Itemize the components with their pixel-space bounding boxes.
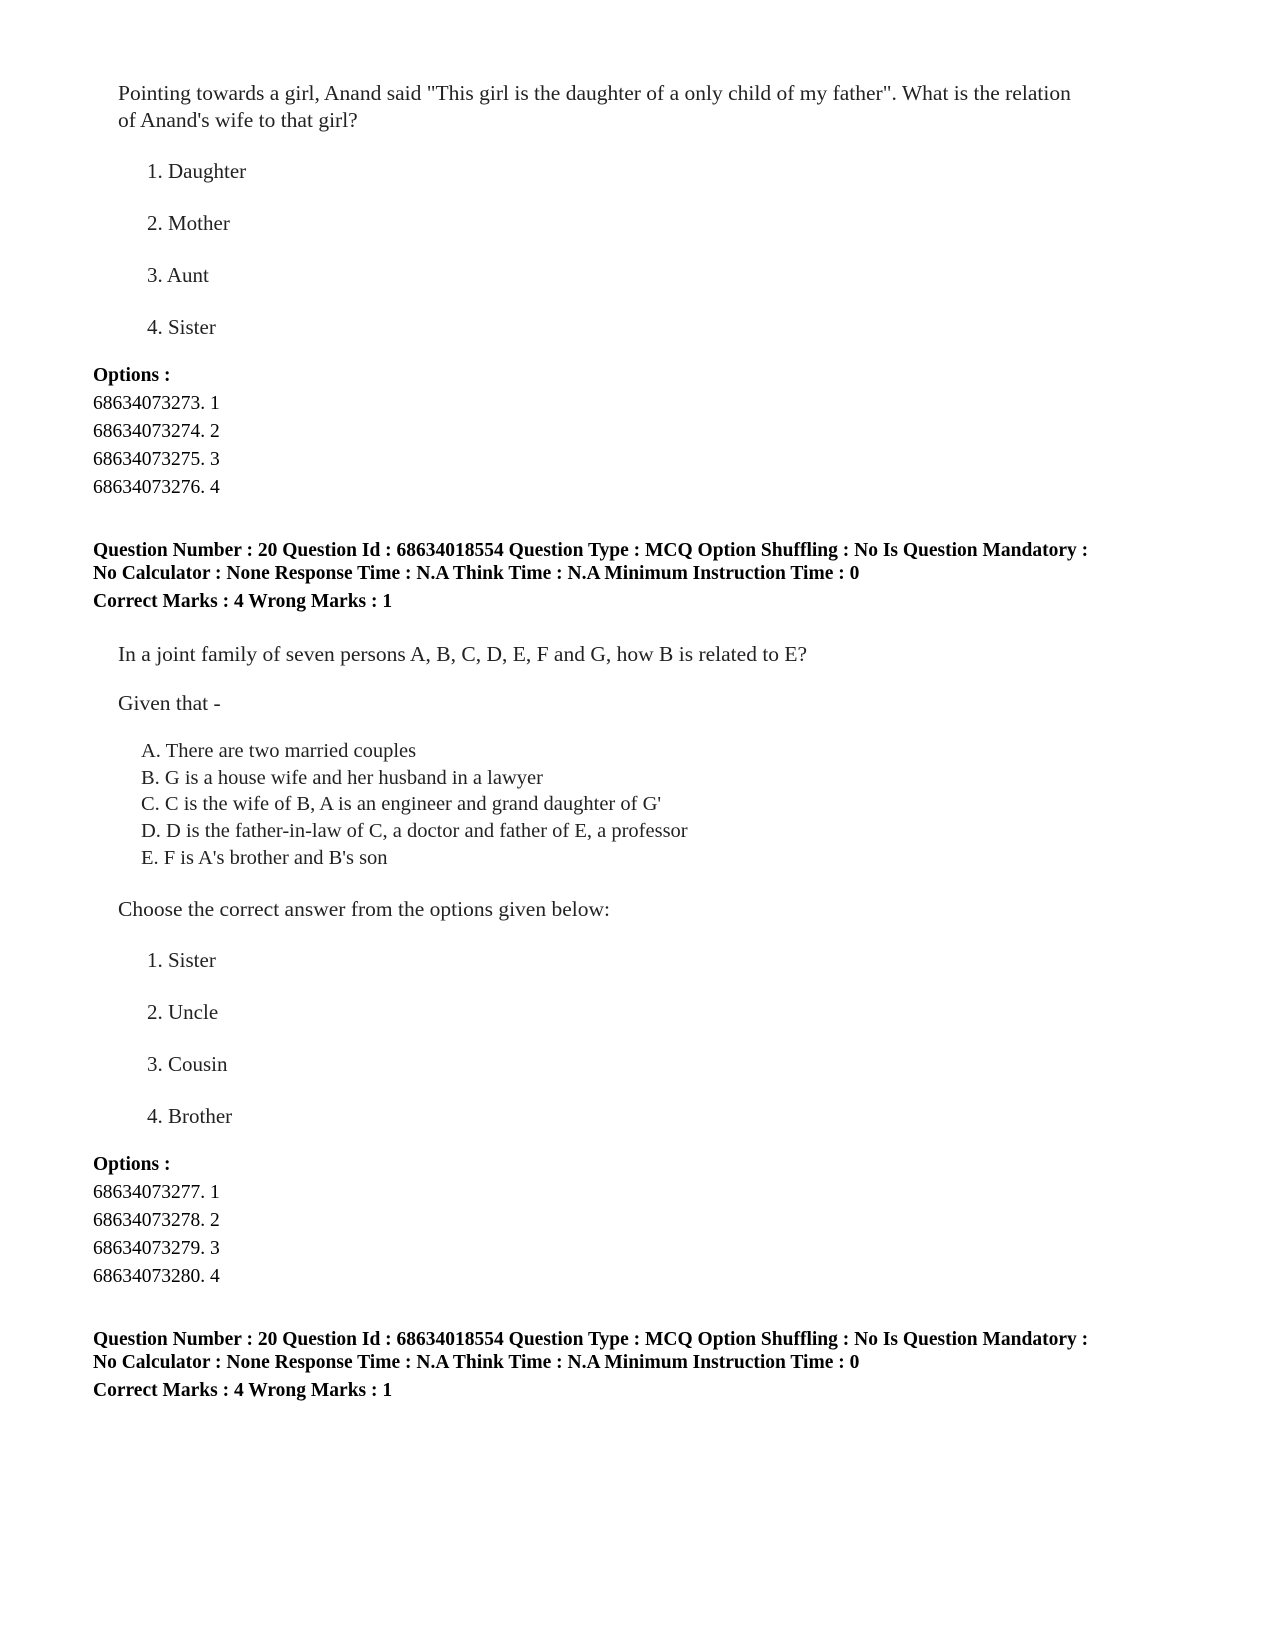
condition-item: D. D is the father-in-law of C, a doctor and father of E, a professor <box>141 820 688 842</box>
condition-item: E. F is A's brother and B's son <box>141 847 388 869</box>
choice-item: 2. Mother <box>147 211 230 235</box>
question-meta-line: No Calculator : None Response Time : N.A Think Time : N.A Minimum Instruction Time : 0 <box>93 1352 860 1373</box>
question-stem-line: of Anand's wife to that girl? <box>118 108 358 132</box>
question-meta-line: Question Number : 20 Question Id : 68634018554 Question Type : MCQ Option Shuffling : No Is Question Mandatory : <box>93 540 1089 561</box>
condition-item: B. G is a house wife and her husband in a lawyer <box>141 767 543 789</box>
choice-item: 3. Cousin <box>147 1052 228 1076</box>
option-id: 68634073273. 1 <box>93 393 220 414</box>
condition-item: C. C is the wife of B, A is an engineer and grand daughter of G' <box>141 793 662 815</box>
option-id: 68634073277. 1 <box>93 1182 220 1203</box>
option-id: 68634073276. 4 <box>93 477 220 498</box>
marks-line: Correct Marks : 4 Wrong Marks : 1 <box>93 591 393 612</box>
option-id: 68634073274. 2 <box>93 421 220 442</box>
options-label: Options : <box>93 1154 171 1175</box>
choice-item: 4. Brother <box>147 1104 233 1128</box>
option-id: 68634073275. 3 <box>93 449 220 470</box>
condition-item: A. There are two married couples <box>141 740 417 762</box>
choice-item: 3. Aunt <box>147 263 209 287</box>
options-label: Options : <box>93 365 171 386</box>
choice-item: 2. Uncle <box>147 1000 219 1024</box>
choice-item: 1. Sister <box>147 948 216 972</box>
choice-item: 1. Daughter <box>147 159 247 183</box>
question-stem: In a joint family of seven persons A, B, C, D, E, F and G, how B is related to E? <box>118 642 808 666</box>
given-label: Given that - <box>118 691 221 715</box>
marks-line: Correct Marks : 4 Wrong Marks : 1 <box>93 1380 393 1401</box>
option-id: 68634073280. 4 <box>93 1266 220 1287</box>
instruction-text: Choose the correct answer from the options given below: <box>118 897 610 921</box>
question-stem-line: Pointing towards a girl, Anand said "This girl is the daughter of a only child of my father". What is the relation <box>118 81 1071 105</box>
option-id: 68634073279. 3 <box>93 1238 220 1259</box>
option-id: 68634073278. 2 <box>93 1210 220 1231</box>
choice-item: 4. Sister <box>147 315 216 339</box>
question-meta-line: Question Number : 20 Question Id : 68634018554 Question Type : MCQ Option Shuffling : No Is Question Mandatory : <box>93 1329 1089 1350</box>
question-meta-line: No Calculator : None Response Time : N.A Think Time : N.A Minimum Instruction Time : 0 <box>93 563 860 584</box>
